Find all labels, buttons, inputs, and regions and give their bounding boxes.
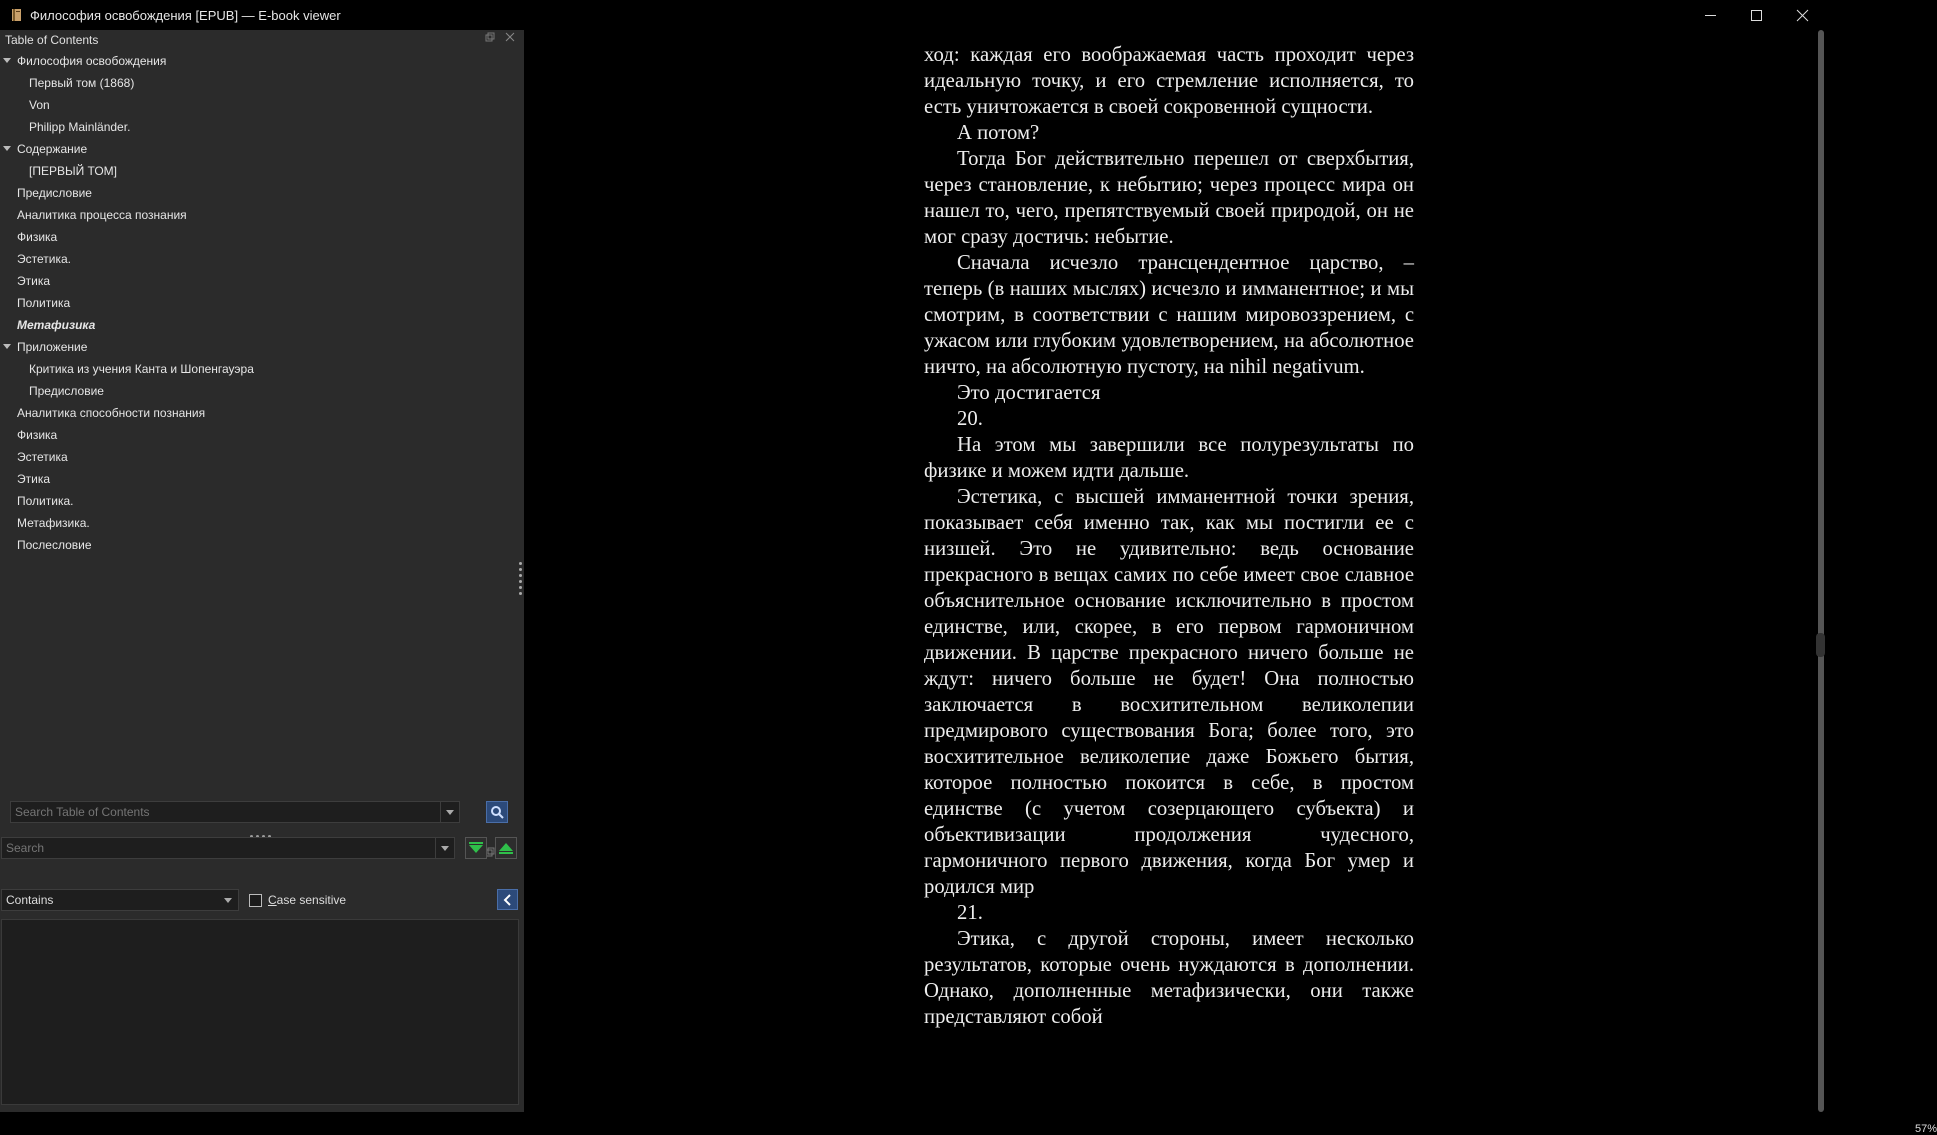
toc-item-label: Философия освобождения: [17, 54, 167, 68]
toc-item[interactable]: [0, 336, 524, 358]
search-mode-value: Contains: [6, 893, 54, 907]
close-icon: [1797, 10, 1808, 21]
expand-arrow-icon[interactable]: [3, 58, 11, 63]
minimize-icon: [1705, 10, 1716, 21]
arrow-up-icon: [498, 841, 514, 855]
toc-item[interactable]: [0, 314, 524, 336]
float-panel-icon[interactable]: [484, 32, 496, 44]
chevron-down-icon: [446, 810, 454, 815]
book-text: [924, 42, 1414, 1030]
toc-item-label: Содержание: [17, 142, 88, 156]
toc-item-label: Первый том (1868): [29, 76, 135, 90]
app-book-icon: [10, 7, 24, 23]
toc-item[interactable]: [0, 358, 524, 380]
toc-item-label: Аналитика процесса познания: [17, 208, 187, 222]
toc-item[interactable]: [0, 424, 524, 446]
chevron-left-icon: [503, 894, 513, 906]
book-paragraph: Этика, с другой стороны, имеет несколько результатов, которые очень нуждаются в дополнении. Однако, дополненные метафизически, они также представляют собой: [924, 928, 1414, 1028]
search-mode-select[interactable]: [1, 889, 239, 911]
toc-item[interactable]: [0, 402, 524, 424]
case-sensitive-checkbox[interactable]: [249, 894, 262, 907]
toc-panel-header: [0, 30, 524, 50]
title-bar: [0, 0, 1825, 30]
toc-tree: [0, 50, 524, 556]
book-paragraph: Сначала исчезло трансцендентное царство, – теперь (в наших мыслях) исчезло и имманентное; и мы смотрим, в соответствии с нашим мировоззрением, с ужасом или глубоким удовлетворением, на абсолютное ничто, на абсолютную пустоту, на nihil negativum.: [924, 252, 1414, 378]
toc-item-label: Аналитика способности познания: [17, 406, 206, 420]
find-previous-button[interactable]: [495, 837, 517, 859]
toc-item-label: Этика: [17, 472, 51, 486]
toc-item-label: Этика: [17, 274, 51, 288]
expand-arrow-icon[interactable]: [3, 146, 11, 151]
window-title: Философия освобождения [EPUB] — E-book viewer: [30, 7, 341, 23]
toc-item-label: Philipp Mainländer.: [29, 120, 131, 134]
close-panel-icon[interactable]: [504, 32, 516, 44]
toc-item[interactable]: [0, 160, 524, 182]
chevron-down-icon: [224, 898, 232, 903]
toc-item-label: Предисловие: [17, 186, 92, 200]
toc-item-label: Физика: [17, 428, 58, 442]
book-paragraph: А потом?: [957, 122, 1040, 144]
arrow-down-icon: [468, 841, 484, 855]
toc-item[interactable]: [0, 138, 524, 160]
toc-item[interactable]: [0, 490, 524, 512]
reader-scrollbar[interactable]: [1816, 30, 1825, 1112]
book-paragraph: ход: каждая его воображаемая часть проходит через идеальную точку, и его стремление исполняется, то есть уничтожается в своей сокровенной сущности.: [924, 44, 1414, 118]
expand-arrow-icon[interactable]: [3, 344, 11, 349]
book-reader-view[interactable]: [524, 30, 1937, 1135]
collapse-results-button[interactable]: [497, 889, 518, 910]
book-paragraph: 21.: [957, 902, 983, 924]
left-panel: [0, 30, 524, 1112]
toc-item[interactable]: [0, 380, 524, 402]
close-button[interactable]: [1779, 0, 1825, 30]
toc-item[interactable]: [0, 512, 524, 534]
toc-search-button[interactable]: [486, 801, 508, 823]
toc-search-dropdown[interactable]: [440, 802, 459, 822]
search-input[interactable]: [2, 838, 440, 858]
search-icon: [490, 805, 504, 819]
scrollbar-track[interactable]: [1818, 30, 1824, 1112]
reading-progress: 57%: [1915, 1123, 1937, 1135]
toc-item[interactable]: [0, 116, 524, 138]
book-paragraph: Тогда Бог действительно перешел от сверхбытия, через становление, к небытию; через процесс мира он нашел то, чего, препятствуемый своей природой, он не мог сразу достичь: небытие.: [924, 148, 1414, 248]
toc-item[interactable]: [0, 248, 524, 270]
toc-item[interactable]: [0, 446, 524, 468]
toc-item[interactable]: [0, 182, 524, 204]
chevron-down-icon: [441, 846, 449, 851]
toc-search-box[interactable]: [10, 801, 460, 823]
minimize-button[interactable]: [1687, 0, 1733, 30]
maximize-icon: [1751, 10, 1762, 21]
toc-item-label: Метафизика.: [17, 516, 90, 530]
toc-item[interactable]: [0, 534, 524, 556]
toc-item-label: Послесловие: [17, 538, 92, 552]
toc-item[interactable]: [0, 72, 524, 94]
toc-item-label: Физика: [17, 230, 58, 244]
find-next-button[interactable]: [465, 837, 487, 859]
toc-search-input[interactable]: [11, 802, 439, 822]
book-paragraph: Эстетика, с высшей имманентной точки зрения, показывает себя именно так, как мы постигли ее с низшей. Это не удивительно: ведь основание прекрасного в вещах самих по себе имеет свое славное объяснительное основание исключительно в простом единстве, или, скорее, в его первом гармоничном движении. В царстве прекрасного ничего больше не ждут: ничего больше не будет! Она полностью заключается в восхитительном великолепии предмирового существования Бога; более того, это восхитительное великолепие даже Божьего бытия, которое полностью покоится в себе, в простом единстве (с учетом созерцающего субъекта) и объективизации продолжения чудесного, гармоничного первого движения, когда Бог умер и родился мир: [924, 486, 1414, 898]
toc-item-label: [ПЕРВЫЙ ТОМ]: [29, 164, 118, 178]
toc-item[interactable]: [0, 468, 524, 490]
toc-item[interactable]: [0, 270, 524, 292]
toc-item-label: Эстетика.: [17, 252, 71, 266]
maximize-button[interactable]: [1733, 0, 1779, 30]
toc-header-label: Table of Contents: [5, 33, 99, 47]
scrollbar-thumb[interactable]: [1816, 633, 1825, 657]
book-paragraph: Это достигается: [957, 382, 1101, 404]
case-sensitive-toggle[interactable]: [249, 891, 346, 909]
toc-item[interactable]: [0, 94, 524, 116]
search-box[interactable]: [1, 837, 455, 859]
toc-item[interactable]: [0, 50, 524, 72]
toc-item-label: Критика из учения Канта и Шопенгауэра: [29, 362, 254, 376]
toc-item[interactable]: [0, 204, 524, 226]
book-paragraph: 20.: [957, 408, 983, 430]
search-history-dropdown[interactable]: [435, 838, 454, 858]
sidebar-resize-handle[interactable]: [519, 562, 522, 595]
toc-item-label: Приложение: [17, 340, 88, 354]
toc-item-label: Политика.: [17, 494, 74, 508]
search-results-list[interactable]: [1, 919, 519, 1105]
toc-item-label: Метафизика: [17, 318, 96, 332]
book-paragraph: На этом мы завершили все полурезультаты по физике и можем идти дальше.: [924, 434, 1414, 482]
toc-item-label: Эстетика: [17, 450, 68, 464]
toc-item[interactable]: [0, 226, 524, 248]
toc-item[interactable]: [0, 292, 524, 314]
toc-item-label: Политика: [17, 296, 71, 310]
toc-item-label: Предисловие: [29, 384, 104, 398]
case-sensitive-label: Case sensitive: [268, 893, 347, 907]
toc-item-label: Von: [29, 98, 50, 112]
